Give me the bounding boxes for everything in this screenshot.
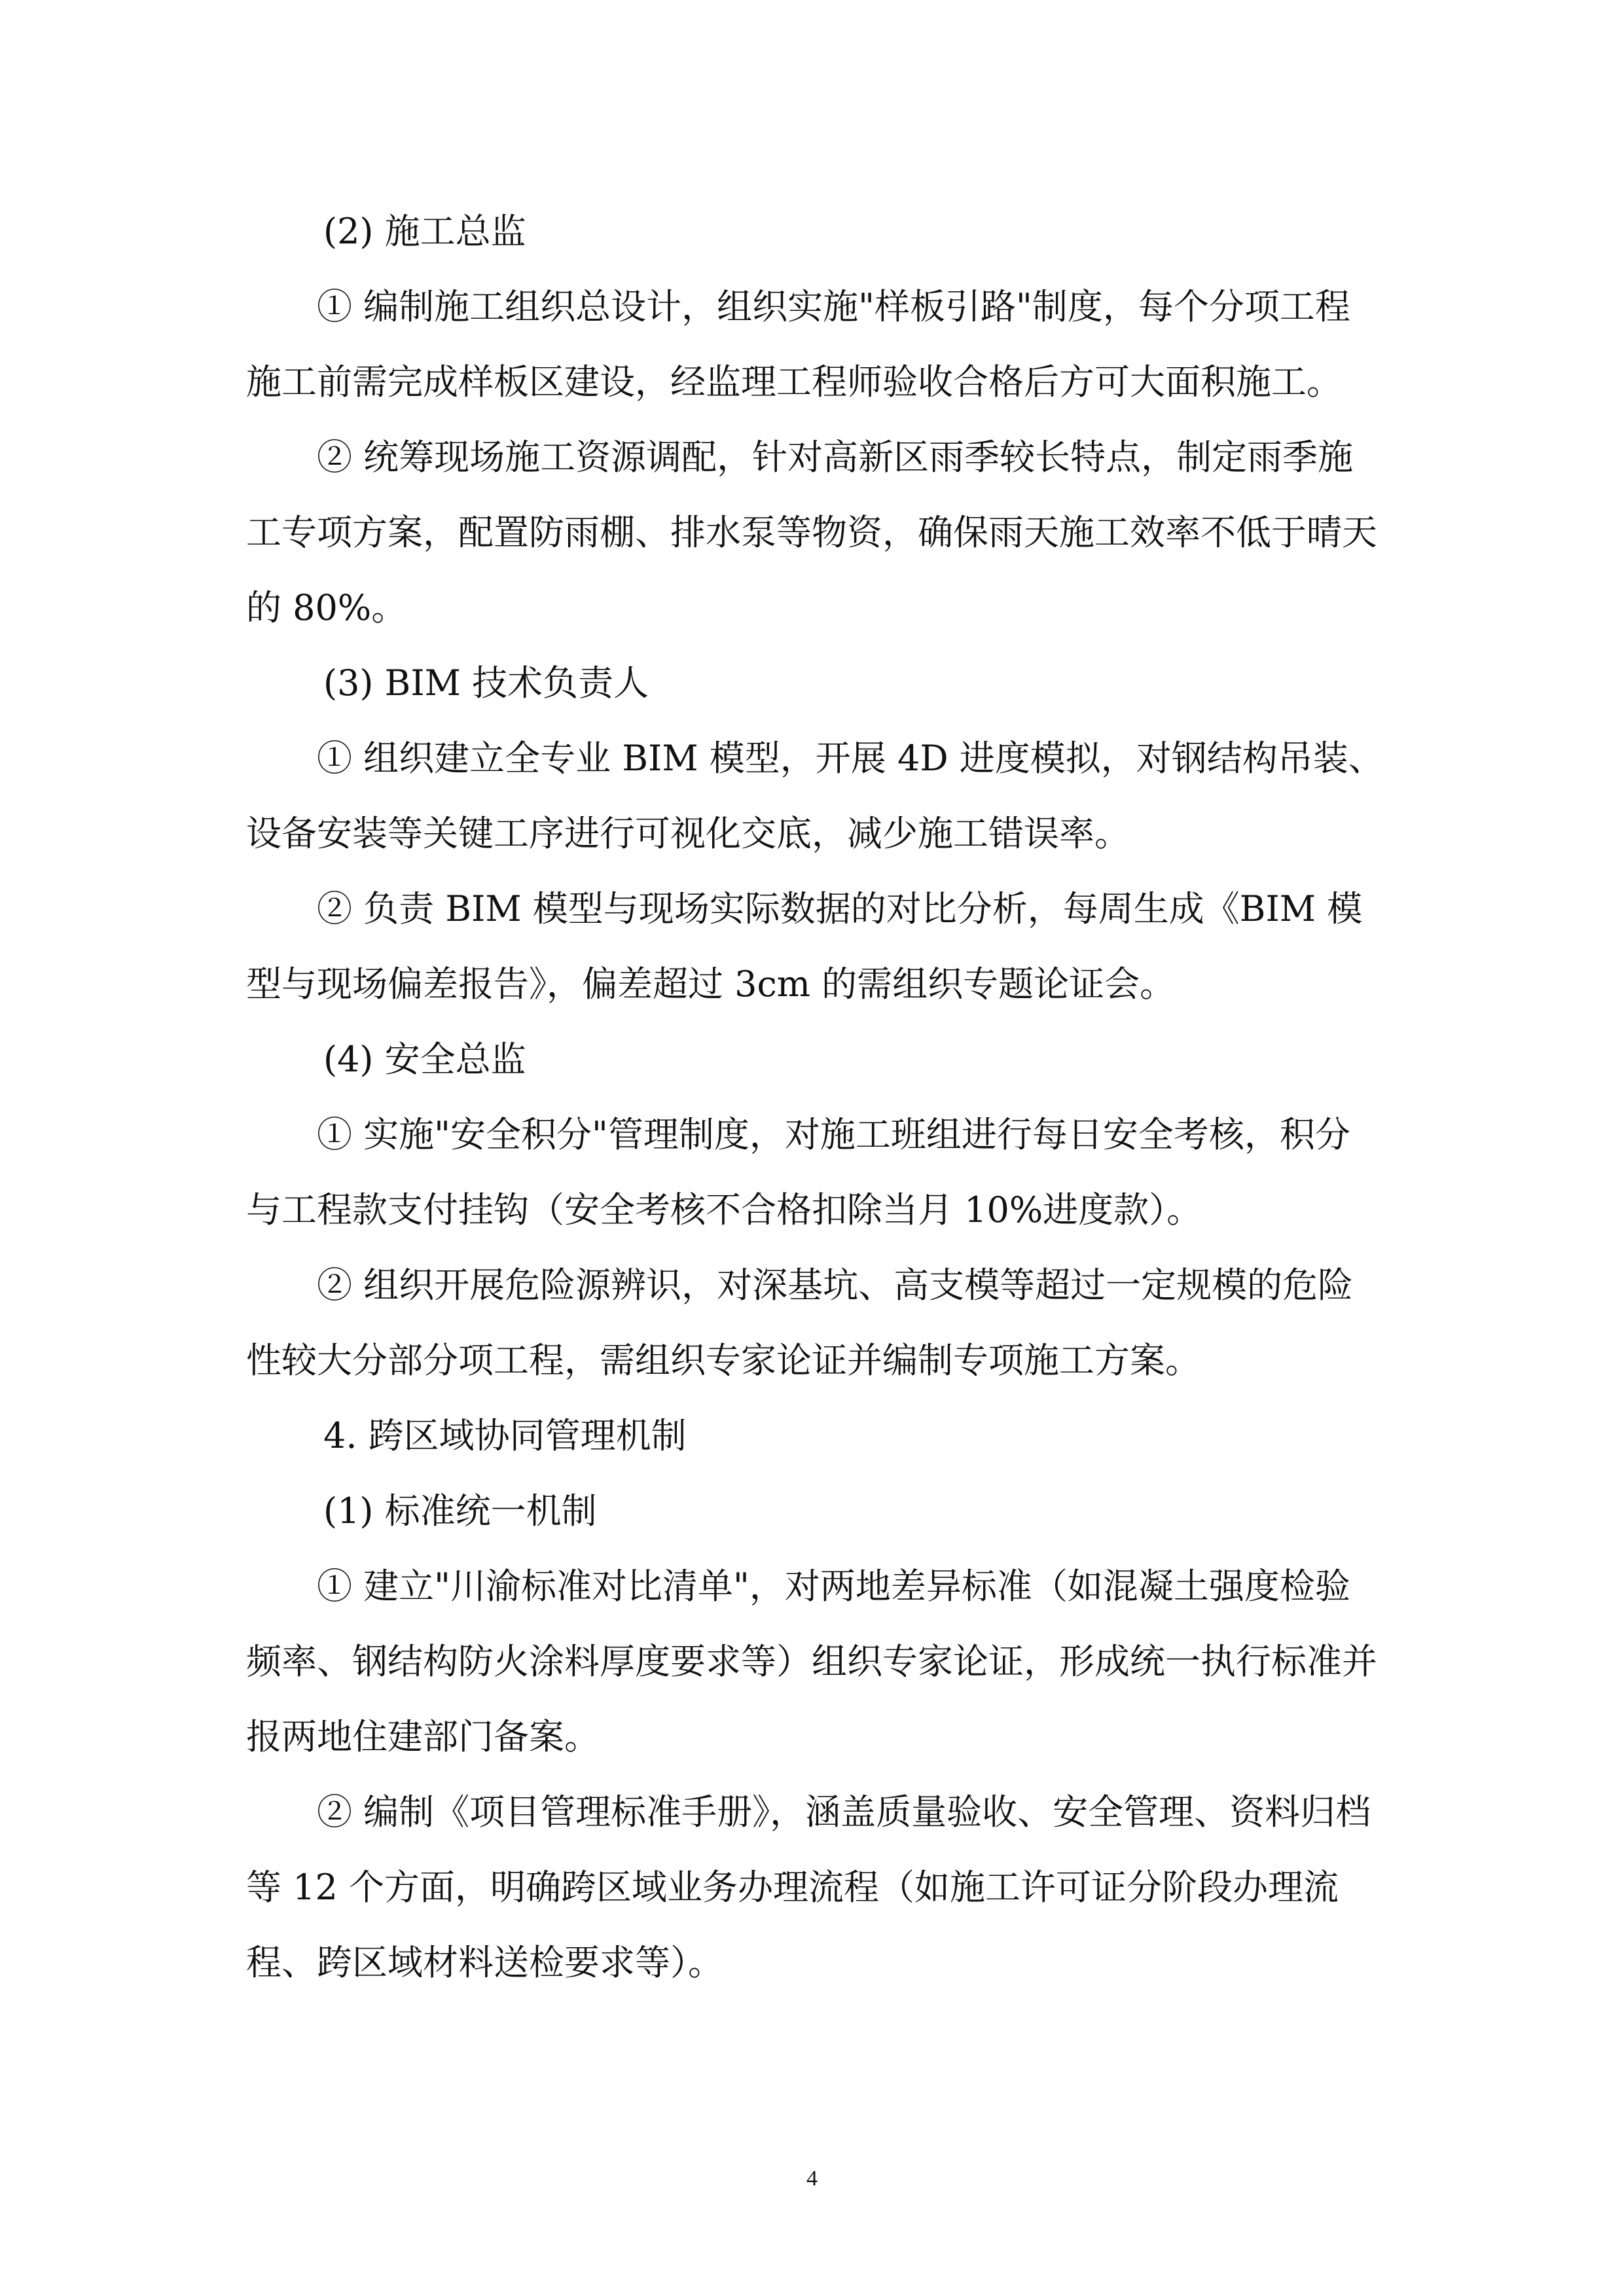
section-heading: 4. 跨区域协同管理机制	[323, 1415, 687, 1456]
section-heading: (3) BIM 技术负责人	[323, 662, 649, 704]
list-item: ② 组织开展危险源辨识，对深基坑、高支模等超过一定规模的危险性较大分部分项工程，需组织专家论证并编制专项施工方案。	[246, 1265, 1354, 1381]
list-item: ② 负责 BIM 模型与现场实际数据的对比分析，每周生成《BIM 模型与现场偏差报告》，偏差超过 3cm 的需组织专题论证会。	[246, 888, 1363, 1005]
list-item: ② 统筹现场施工资源调配，针对高新区雨季较长特点，制定雨季施工专项方案，配置防雨棚、排水泵等物资，确保雨天施工效率不低于晴天的 80%。	[246, 437, 1377, 628]
section-heading: (2) 施工总监	[323, 211, 526, 252]
list-item: ① 组织建立全专业 BIM 模型，开展 4D 进度模拟，对钢结构吊装、设备安装等关键工序进行可视化交底，减少施工错误率。	[246, 738, 1384, 854]
list-item: ① 实施"安全积分"管理制度，对施工班组进行每日安全考核，积分与工程款支付挂钩（安全考核不合格扣除当月 10%进度款）。	[246, 1114, 1350, 1230]
subsection-heading: (1) 标准统一机制	[323, 1490, 597, 1532]
list-item: ① 建立"川渝标准对比清单"，对两地差异标准（如混凝土强度检验频率、钢结构防火涂料厚度要求等）组织专家论证，形成统一执行标准并报两地住建部门备案。	[246, 1566, 1377, 1757]
section-heading: (4) 安全总监	[323, 1039, 526, 1080]
list-item: ① 编制施工组织总设计，组织实施"样板引路"制度，每个分项工程施工前需完成样板区建设，经监理工程师验收合格后方可大面积施工。	[246, 286, 1350, 403]
document-body	[246, 194, 1385, 2000]
page-number: 4	[806, 2166, 818, 2191]
list-item: ② 编制《项目管理标准手册》，涵盖质量验收、安全管理、资料归档等 12 个方面，明确跨区域业务办理流程（如施工许可证分阶段办理流程、跨区域材料送检要求等）。	[246, 1791, 1371, 1983]
